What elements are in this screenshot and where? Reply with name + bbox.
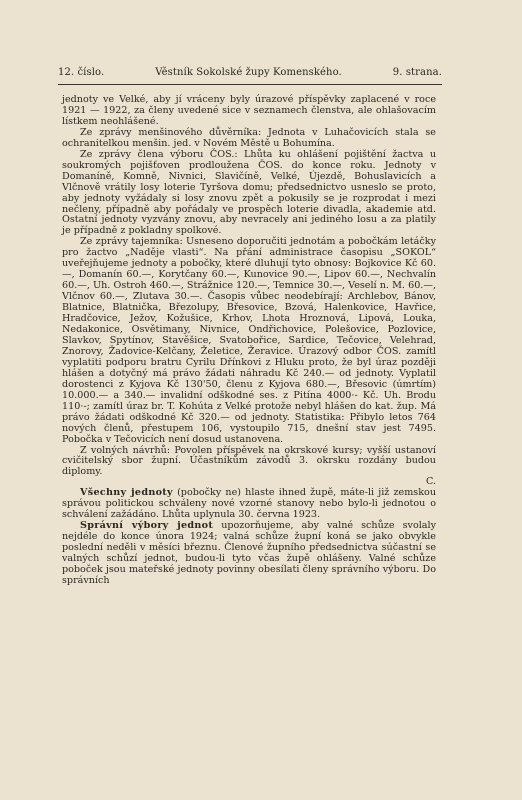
- paragraph-secretary-report: Ze zprávy tajemníka: Usneseno doporučiti jednotám a pobočkám letáčky pro žactvo „Naděje vlasti“. Na přání administrace časopisu „SOKOL“ uveřejňujeme jednoty a pobočky, které dluhují tyto obnosy: Bojkovice Kč 60.—, Domanín 60.—, Korytčany 60.—, Kunovice 90.—, Lipov 60.—, Nechvalín 60.—, Uh. Ostroh 460.—, Strážnice 120.—, Temnice 30.—, Veselí n. M. 60.—, Vlčnov 60.—, Zlutava 30.—. Časopis vůbec neodebírají: Archlebov, Bánov, Blatnice, Blatnička, Březolupy, Břesovice, Bzová, Halenkovice, Havřice, Hradčovice, Ježov, Kožušice, Krhov, Lhota Hroznová, Lipová, Louka, Nedakonice, Osvětimany, Nivnice, Ondřichovice, Polešovice, Pozlovice, Slavkov, Spytínov, Stavěšice, Svatobořice, Sardice, Tečovice, Velehrad, Znorovy, Žadovice-Kelčany, Želetice, Žeravice. Úrazový odbor ČOS. zamítl vyplatiti podporu bratru Cyrilu Dřínkovi z Hluku proto, že byl úraz později hlášen a dotyčný má právo žádati náhradu Kč 240.— od jednoty. Vyplatil dorostenci z Kyjova Kč 130'50, členu z Kyjova 680.—, Břesovic (úmrtím) 10.000.— a 340.— invalidní odškodné ses. z Pitína 4000·- Kč. Uh. Brodu 110·-; zamítl úraz br. T. Kohúta z Velké protože nebyl hlášen do kat. žup. Má právo žádati odškodné Kč 320.— od jednoty. Statistika: Přibylo letos 764 nových členů, přestupem 106, vystoupilo 715, dnešní stav jest 7495. Pobočka v Tečovicích není dosud ustanovena.: [62, 236, 436, 445]
- paragraph-cos-report: Ze zprávy člena výboru ČOS.: Lhůta ku ohlášení pojištění žactva u soukromých pojišťoven prodloužena ČOS. do konce roku. Jednoty v Domaníně, Komně, Nivnici, Slavičíně, Velké, Újezdě, Bohuslavicích a Vlčnově vrátily losy loterie Tyršova domu; předsednictvo usneslo se proto, aby jednoty vyžádaly si losy znovu zpět a pokusily se je rozprodat i mezi nečleny, případně aby pořádaly ve prospěch loterie divadla, akademie atd. Ostatní jednoty vyzvány znovu, aby nevracely ani jediného losu a za platily je případně z pokladny spolkové.: [62, 148, 436, 237]
- page-number: 9. strana.: [392, 67, 442, 78]
- paragraph-lead: Všechny jednoty: [80, 487, 173, 499]
- paragraph-all-units: Všechny jednoty (pobočky ne) hlaste ihned župě, máte-li již zemskou správou politickou schváleny nové vzorné stanovy nebo bylo-li jednotou o schválení zažádáno. Lhůta uplynula 30. června 1923.: [62, 487, 436, 521]
- paragraph-lead: Správní výbory jednot: [80, 520, 214, 532]
- article-body: [62, 95, 436, 587]
- issue-number: 12. číslo.: [58, 67, 105, 78]
- journal-title: Věstník Sokolské župy Komenského.: [155, 67, 342, 78]
- paragraph-continuation: jednoty ve Velké, aby jí vráceny byly úrazové příspěvky zaplacené v roce 1921 — 1922, za členy uvedené sice v seznamech členstva, ale ohlašovacím lístkem neohlášené.: [62, 94, 436, 127]
- signature: C.: [425, 476, 436, 488]
- page-header: [58, 67, 442, 78]
- paragraph-admin-boards: Správní výbory jednot upozorňujeme, aby valné schůze svolaly nejdéle do konce února 1924; valná schůze župní koná se jako obvykle poslední neděli v měsíci březnu. Členové župního předsednictva súčastní se valných schůzí jednot, budou-li tyto včas župě ohlášeny. Valné schůze poboček jsou mateřské jednoty povinny obesílati členy správního výboru. Do správních: [62, 520, 436, 586]
- paragraph-minority-report: Ze zprávy menšinového důvěrníka: Jednota v Luhačovicích stala se ochranitelkou menšin. jed. v Novém Městě u Bohumína.: [62, 126, 436, 149]
- paragraph-free-proposals: Z volných návrhů: Povolen příspěvek na okrskové kursy; vyšší ustanoví cvičitelský sbor župní. Účastníkům závodů 3. okrsku rozdány budou diplomy.: [62, 444, 436, 478]
- header-rule: [58, 84, 442, 85]
